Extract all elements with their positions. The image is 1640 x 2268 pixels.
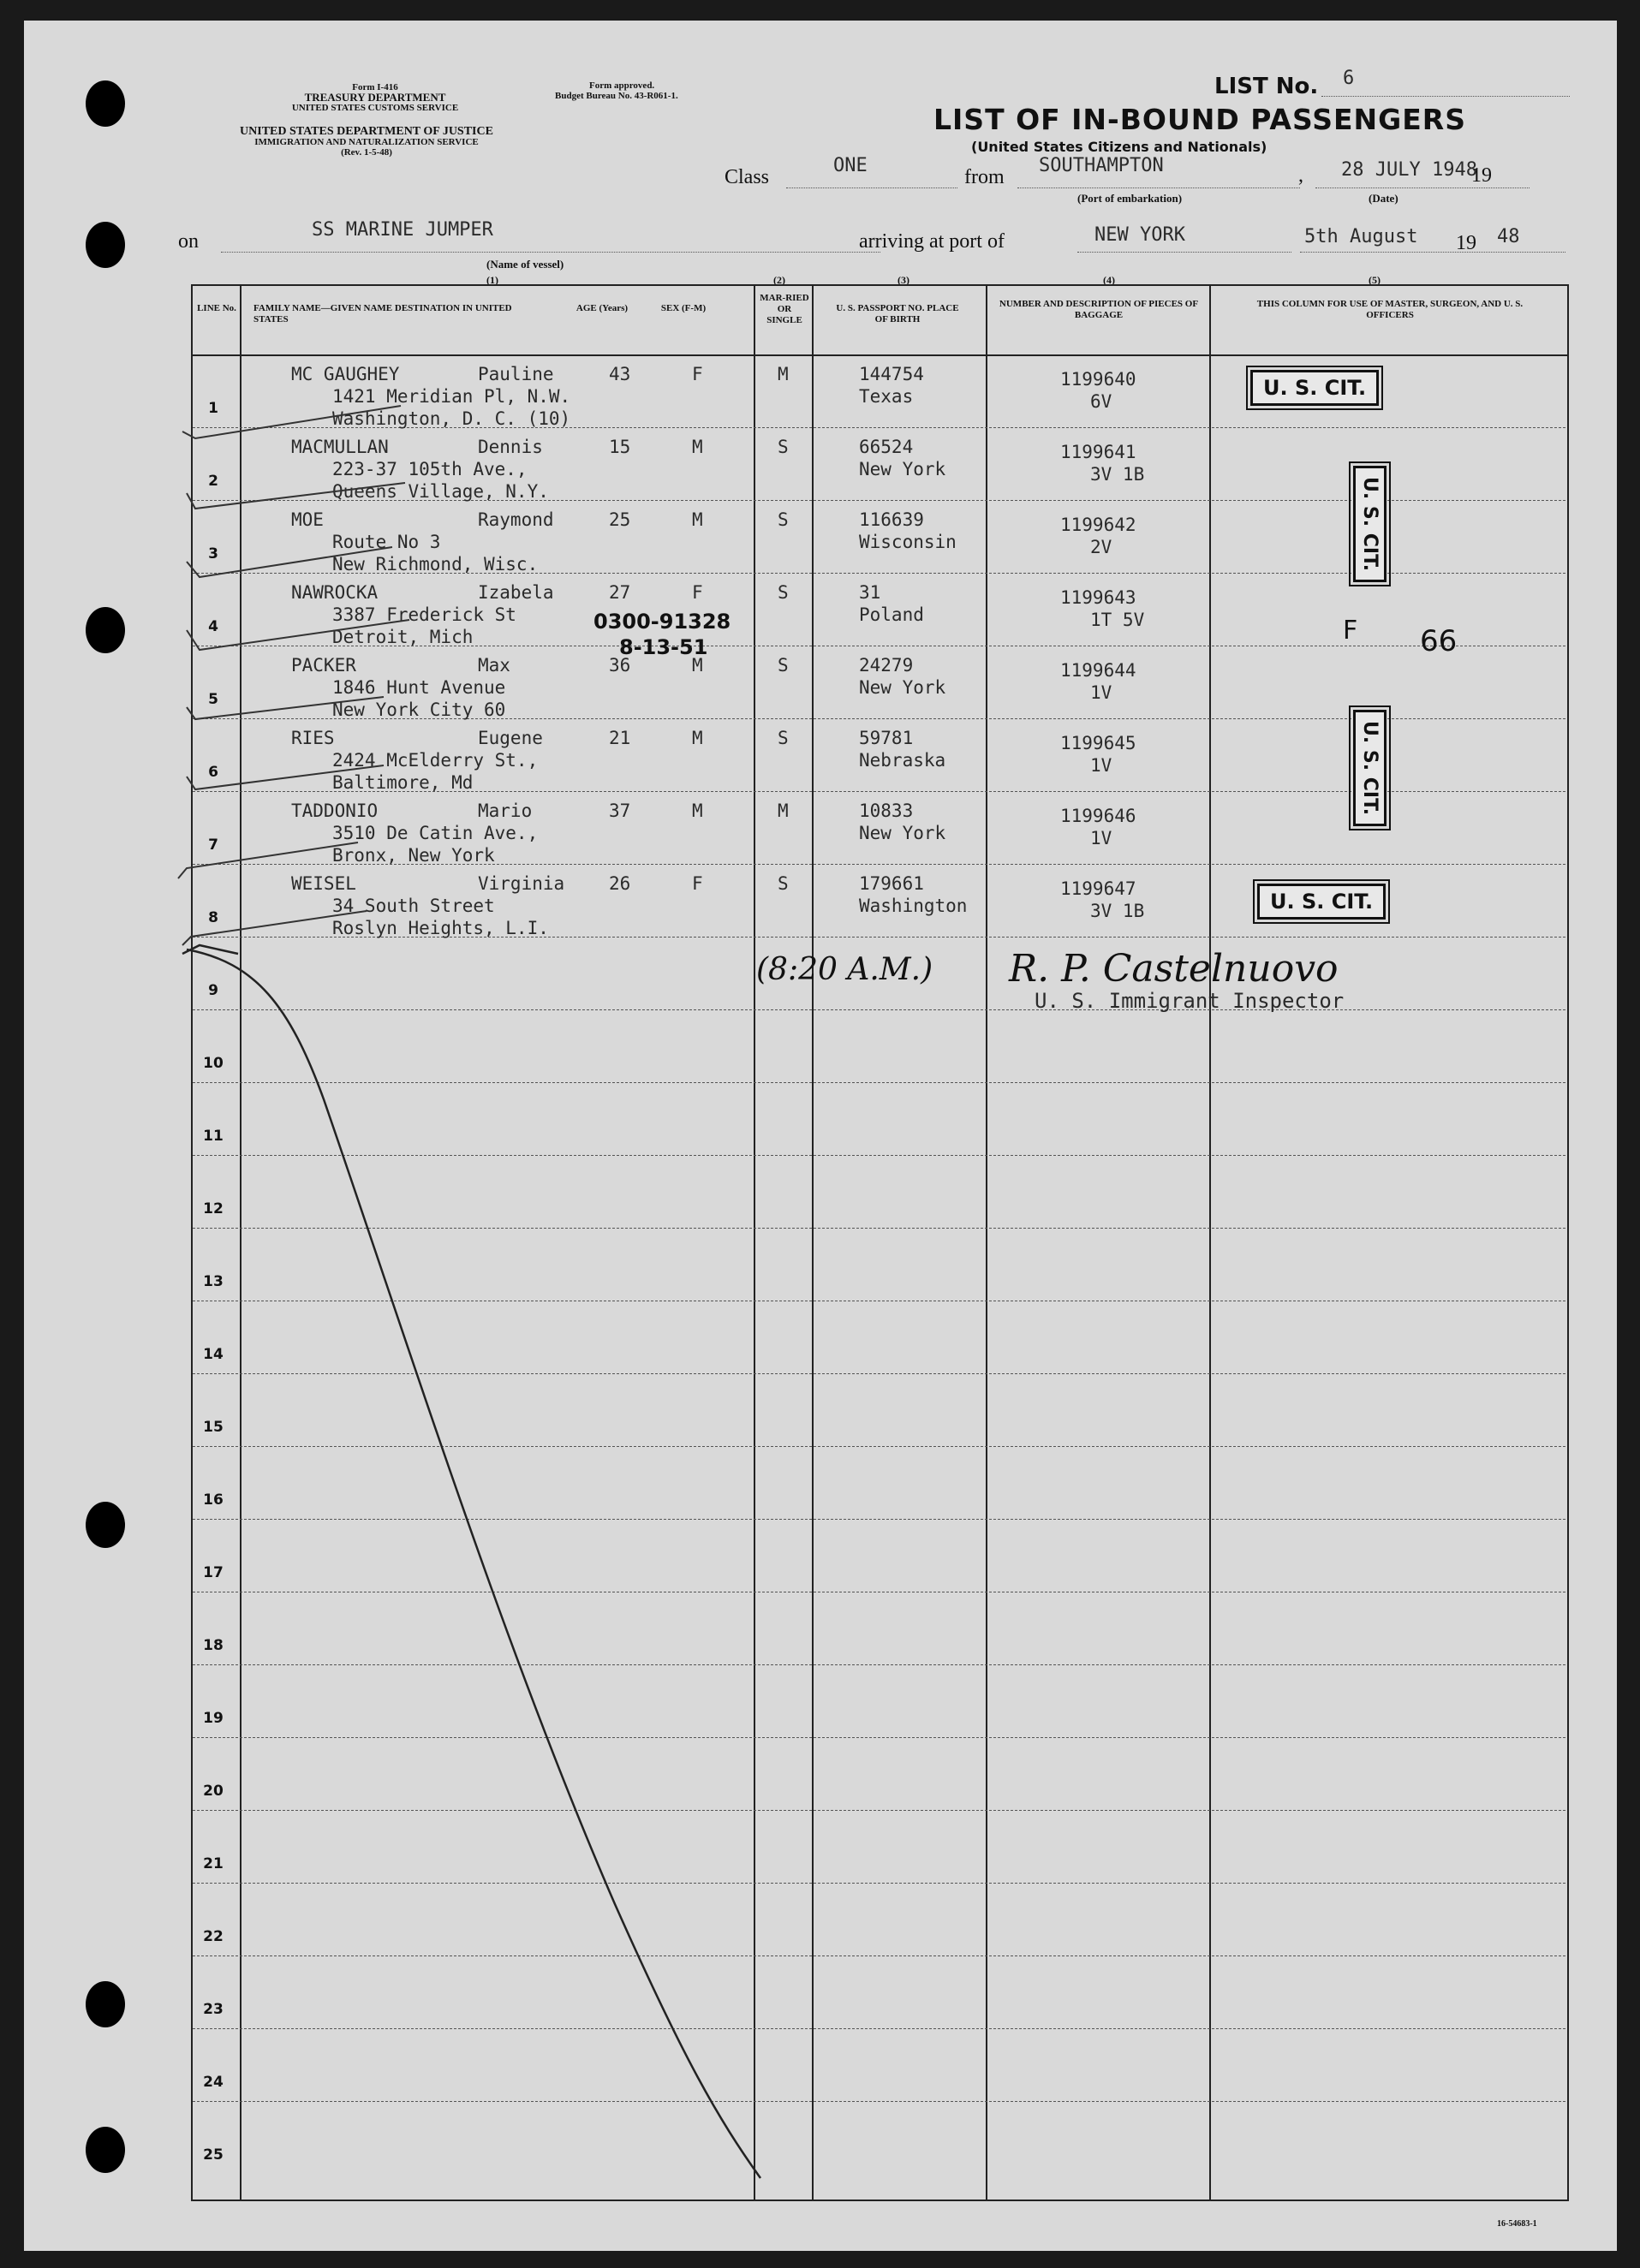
passenger-sex: M [692,437,703,457]
passenger-age: 25 [609,509,631,530]
vessel-caption: (Name of vessel) [486,258,564,271]
passenger-address: 2424 McElderry St., [332,750,539,771]
line-number: 17 [203,1564,224,1581]
from-label: from [964,166,1005,188]
vessel-name: SS MARINE JUMPER [312,219,493,241]
passenger-age: 43 [609,364,631,384]
passenger-marital-status: S [778,582,789,603]
comma: , [1298,164,1303,187]
baggage-description: 1V [1090,828,1112,848]
col-header-sex: SEX (F-M) [660,303,707,313]
line-number: 24 [203,2074,224,2091]
us-citizen-stamp: U. S. CIT. [1257,884,1386,920]
baggage-number: 1199645 [1060,733,1136,753]
passenger-age: 26 [609,873,631,894]
baggage-number: 1199644 [1060,660,1136,681]
passenger-age: 27 [609,582,631,603]
passenger-family-name: PACKER [291,655,356,676]
col-num-3: (3) [898,274,909,286]
list-no-value: 6 [1343,68,1355,89]
line-number: 6 [208,764,218,781]
line-number: 20 [203,1783,224,1800]
arriving-label: arriving at port of [859,230,1005,253]
passport-number: 144754 [859,364,924,384]
manifest-page [24,21,1617,2251]
line-number: 11 [203,1128,224,1145]
place-of-birth: Washington [859,896,968,916]
passport-number: 66524 [859,437,914,457]
us-citizen-stamp: U. S. CIT. [1353,466,1387,582]
passenger-address: 1846 Hunt Avenue [332,677,506,698]
passenger-city: Detroit, Mich [332,627,474,647]
col-num-2: (2) [773,274,785,286]
place-of-birth: New York [859,823,946,843]
form-number: Form I-416 [352,82,398,92]
line-number: 25 [203,2146,224,2164]
baggage-description: 6V [1090,391,1112,412]
place-of-birth: Nebraska [859,750,946,771]
line-number: 1 [208,400,218,417]
inspector-signature: R. P. Castelnuovo [1009,947,1339,991]
handwritten-date: 8-13-51 [619,635,708,659]
passenger-family-name: TADDONIO [291,801,379,821]
passport-number: 179661 [859,873,924,894]
baggage-description: 3V 1B [1090,464,1145,485]
passenger-family-name: MOE [291,509,324,530]
passenger-address: 3387 Frederick St [332,604,516,625]
line-number: 19 [203,1710,224,1727]
line-number: 12 [203,1200,224,1217]
line-number: 16 [203,1491,224,1509]
officer-note-f: F [1343,616,1358,646]
col-header-age: AGE (Years) [575,303,629,313]
justice-department: UNITED STATES DEPARTMENT OF JUSTICE [240,125,493,138]
passenger-given-name: Max [478,655,510,676]
line-number: 9 [208,982,218,999]
place-of-birth: New York [859,677,946,698]
class-label: Class [725,166,770,188]
line-number: 5 [208,691,218,708]
passenger-marital-status: M [778,801,789,821]
date-caption: (Date) [1369,192,1398,205]
year-prefix: 19 [1456,232,1476,254]
passenger-marital-status: S [778,655,789,676]
footer-code: 16-54683-1 [1497,2219,1537,2229]
line-number: 3 [208,545,218,563]
form-revision: (Rev. 1-5-48) [341,147,392,158]
passenger-marital-status: M [778,364,789,384]
passenger-city: Baltimore, Md [332,772,474,793]
place-of-birth: New York [859,459,946,479]
col-num-4: (4) [1103,274,1115,286]
passenger-city: Washington, D. C. (10) [332,408,571,429]
line-number: 10 [203,1055,224,1072]
passport-number: 10833 [859,801,914,821]
passenger-address: Route No 3 [332,532,441,552]
passenger-address: 34 South Street [332,896,495,916]
passenger-address: 1421 Meridian Pl, N.W. [332,386,571,407]
line-number: 4 [208,618,218,635]
passenger-family-name: NAWROCKA [291,582,379,603]
passenger-age: 15 [609,437,631,457]
baggage-number: 1199647 [1060,878,1136,899]
line-number: 22 [203,1928,224,1945]
baggage-number: 1199642 [1060,515,1136,535]
passenger-given-name: Izabela [478,582,554,603]
passenger-city: Bronx, New York [332,845,495,866]
passport-number: 31 [859,582,881,603]
col-num-1: (1) [486,274,498,286]
line-number: 14 [203,1346,224,1363]
form-subtitle: (United States Citizens and Nationals) [971,139,1267,155]
passenger-marital-status: S [778,437,789,457]
passenger-sex: M [692,509,703,530]
baggage-description: 2V [1090,537,1112,557]
col-header-passport: U. S. PASSPORT NO. PLACE OF BIRTH [836,303,959,324]
form-title: LIST OF IN-BOUND PASSENGERS [933,103,1466,136]
passenger-given-name: Pauline [478,364,554,384]
passenger-marital-status: S [778,873,789,894]
customs-service: UNITED STATES CUSTOMS SERVICE [291,103,459,113]
line-number: 8 [208,909,218,926]
passenger-given-name: Eugene [478,728,543,748]
passenger-sex: F [692,873,703,894]
col-header-line: LINE No. [197,303,236,313]
baggage-description: 3V 1B [1090,901,1145,921]
ins-service: IMMIGRATION AND NATURALIZATION SERVICE [254,137,479,147]
baggage-number: 1199640 [1060,369,1136,390]
us-citizen-stamp: U. S. CIT. [1353,710,1387,826]
passport-number: 24279 [859,655,914,676]
passport-number: 59781 [859,728,914,748]
baggage-description: 1T 5V [1090,610,1145,630]
officer-note-66: 66 [1420,624,1458,658]
passenger-sex: M [692,801,703,821]
arrival-time: (8:20 A.M.) [756,952,933,987]
passenger-age: 36 [609,655,631,676]
passenger-given-name: Virginia [478,873,565,894]
us-citizen-stamp: U. S. CIT. [1250,370,1379,406]
place-of-birth: Wisconsin [859,532,957,552]
arrival-port: NEW YORK [1094,224,1185,246]
baggage-number: 1199641 [1060,442,1136,462]
check-marks [24,21,1617,2251]
embarkation-port: SOUTHAMPTON [1039,155,1164,176]
passenger-marital-status: S [778,728,789,748]
passenger-city: Queens Village, N.Y. [332,481,549,502]
passenger-given-name: Raymond [478,509,554,530]
line-number: 7 [208,836,218,854]
arrival-date: 5th August [1304,226,1418,247]
passenger-sex: F [692,364,703,384]
budget-bureau: Budget Bureau No. 43-R061-1. [555,91,678,101]
place-of-birth: Texas [859,386,914,407]
passenger-sex: F [692,582,703,603]
passenger-address: 3510 De Catin Ave., [332,823,539,843]
col-header-baggage: NUMBER AND DESCRIPTION OF PIECES OF BAGGAGE [999,299,1199,320]
passenger-age: 21 [609,728,631,748]
line-number: 21 [203,1855,224,1872]
passenger-city: New York City 60 [332,699,506,720]
passenger-age: 37 [609,801,631,821]
passenger-family-name: MC GAUGHEY [291,364,400,384]
place-of-birth: Poland [859,604,924,625]
passenger-given-name: Dennis [478,437,543,457]
passenger-family-name: WEISEL [291,873,356,894]
col-header-officers: THIS COLUMN FOR USE OF MASTER, SURGEON, AND U. S. OFFICERS [1256,299,1524,320]
col-num-5: (5) [1369,274,1381,286]
col-header-name: FAMILY NAME—GIVEN NAME DESTINATION IN UNITED STATES [253,303,512,324]
class-value: ONE [833,155,868,176]
line-number: 2 [208,473,218,490]
on-label: on [178,230,199,253]
date-suffix: 19 [1471,164,1492,187]
handwritten-number: 0300-91328 [593,610,731,634]
passenger-family-name: RIES [291,728,335,748]
passenger-city: New Richmond, Wisc. [332,554,539,574]
baggage-number: 1199646 [1060,806,1136,826]
passenger-given-name: Mario [478,801,533,821]
year-suffix: 48 [1497,226,1520,247]
baggage-description: 1V [1090,755,1112,776]
passenger-sex: M [692,728,703,748]
passenger-family-name: MACMULLAN [291,437,389,457]
baggage-description: 1V [1090,682,1112,703]
passenger-sex: M [692,655,703,676]
baggage-number: 1199643 [1060,587,1136,608]
line-number: 23 [203,2001,224,2018]
passenger-address: 223-37 105th Ave., [332,459,528,479]
line-number: 18 [203,1637,224,1654]
embarkation-caption: (Port of embarkation) [1077,192,1183,205]
passport-number: 116639 [859,509,924,530]
inspector-title: U. S. Immigrant Inspector [1035,989,1345,1013]
line-number: 15 [203,1419,224,1436]
passenger-marital-status: S [778,509,789,530]
treasury-department: TREASURY DEPARTMENT [304,91,446,104]
col-header-married: MAR-RIED OR SINGLE [760,293,809,325]
list-no-label: LIST No. [1214,74,1319,99]
line-number: 13 [203,1273,224,1290]
departure-date: 28 JULY 1948 [1341,159,1477,181]
form-approved: Form approved. [589,80,655,91]
passenger-city: Roslyn Heights, L.I. [332,918,549,938]
